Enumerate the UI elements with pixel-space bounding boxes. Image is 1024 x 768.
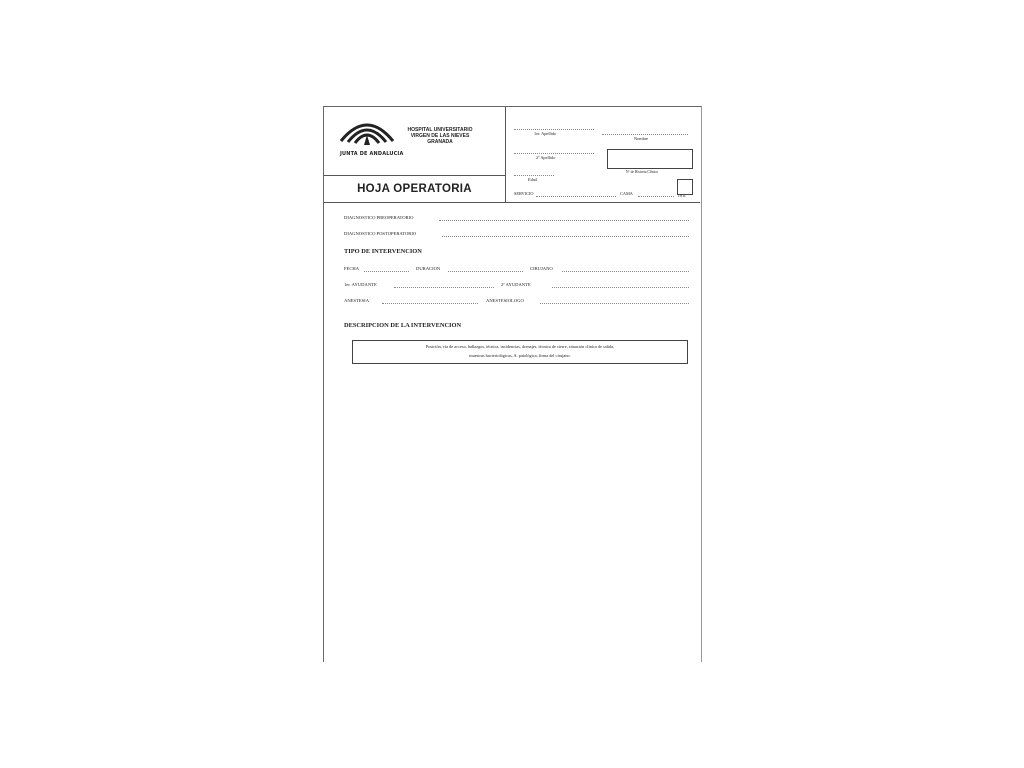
operative-form-sheet	[323, 106, 702, 662]
nombre-line[interactable]	[602, 134, 688, 135]
diag-pre-line[interactable]	[439, 220, 689, 221]
tipo-intervencion-title: TIPO DE INTERVENCION	[344, 248, 422, 255]
hospital-name	[400, 127, 480, 146]
apellido1-label: 1er. Apellido	[534, 131, 557, 136]
anestesiologo-label: ANESTESIOLOGO	[486, 298, 524, 303]
apellido2-label: 2º Apellido	[536, 155, 556, 160]
diag-post-line[interactable]	[442, 236, 689, 237]
cirujano-label: CIRUJANO	[530, 266, 553, 271]
historia-clinica-box[interactable]	[607, 149, 693, 169]
apellido2-line[interactable]	[514, 153, 594, 154]
duracion-line[interactable]	[448, 271, 523, 272]
cama-line[interactable]	[638, 196, 674, 197]
nombre-label: Nombre	[634, 136, 649, 141]
ayudante1-label: 1er. AYUDANTE	[344, 282, 377, 287]
hospital-name-line1: HOSPITAL UNIVERSITARIO	[407, 127, 473, 133]
junta-andalucia-arch-logo-icon	[338, 115, 396, 149]
ayudante2-line[interactable]	[552, 287, 689, 288]
descripcion-line2: muestras bacteriológicas, A. patológica, firma del cirujano.	[469, 352, 571, 358]
duracion-label: DURACION	[416, 266, 441, 271]
form-title: HOJA OPERATORIA	[357, 183, 472, 195]
anestesiologo-line[interactable]	[540, 303, 689, 304]
ayudante2-label: 2º AYUDANTE	[501, 282, 531, 287]
ayudante1-line[interactable]	[394, 287, 494, 288]
header-left	[324, 107, 506, 202]
descripcion-title: DESCRIPCION DE LA INTERVENCION	[344, 322, 462, 329]
cama-label: CAMA	[620, 191, 633, 196]
patient-info-block	[506, 107, 700, 202]
anestesia-label: ANESTESIA	[344, 298, 370, 303]
anestesia-line[interactable]	[382, 303, 478, 304]
cama-box-caption: # H.M.	[678, 195, 687, 198]
diag-post-label: DIAGNOSTICO POSTOPERATORIO	[344, 231, 417, 236]
fecha-label: FECHA	[344, 266, 360, 271]
hospital-name-line3: GRANADA	[427, 139, 453, 146]
descripcion-writing-area[interactable]	[344, 369, 690, 657]
apellido1-line[interactable]	[514, 129, 594, 130]
hospital-logo-block	[324, 107, 505, 176]
edad-line[interactable]	[514, 175, 554, 176]
servicio-label: SERVICIO	[514, 191, 534, 196]
descripcion-instructions-box	[352, 340, 688, 364]
form-header	[324, 107, 700, 203]
hospital-name-line2: VIRGEN DE LAS NIEVES	[410, 133, 470, 140]
cirujano-line[interactable]	[562, 271, 689, 272]
junta-logo-text: JUNTA DE ANDALUCIA	[340, 151, 404, 157]
diag-pre-label: DIAGNOSTICO PREOPERATORIO	[344, 215, 414, 220]
edad-label: Edad	[528, 177, 537, 182]
historia-clinica-label: Nº de Historia Clínica	[626, 170, 658, 174]
fecha-line[interactable]	[364, 271, 409, 272]
descripcion-line1: Posición, vía de acceso, hallazgos, técnica, incidencias, drenajes, técnica de cierre, situación clínica de salida,	[425, 344, 615, 349]
cama-box[interactable]	[677, 179, 693, 195]
servicio-line[interactable]	[536, 196, 616, 197]
